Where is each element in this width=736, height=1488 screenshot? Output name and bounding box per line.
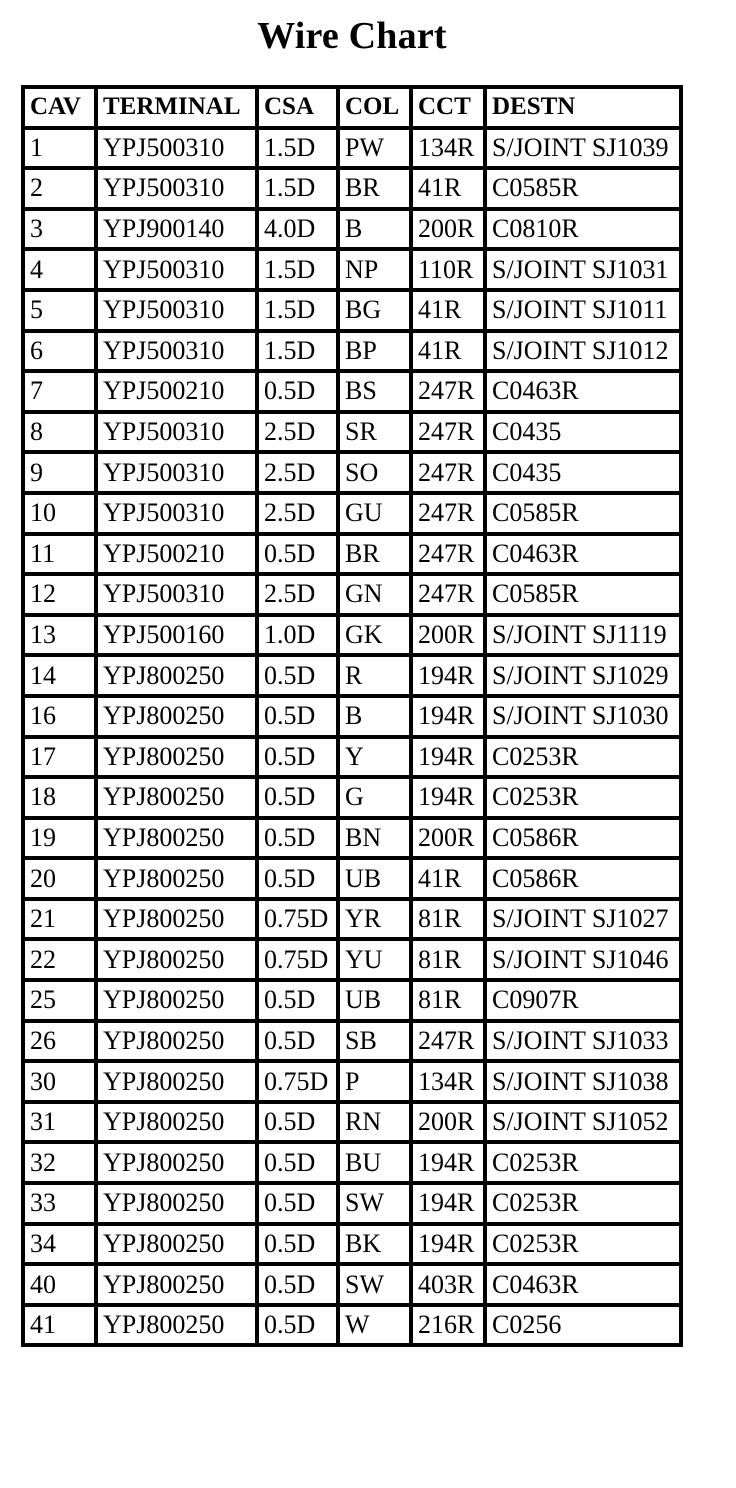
cell-terminal: YPJ500310 <box>98 495 259 536</box>
cell-terminal: YPJ800250 <box>98 1144 259 1185</box>
cell-cct: 41R <box>413 292 487 333</box>
table-row <box>25 1063 683 1104</box>
cell-csa: 0.5D <box>259 1266 340 1307</box>
cell-cav: 13 <box>25 617 98 658</box>
cell-destn: C0585R <box>487 495 683 536</box>
cell-terminal: YPJ500310 <box>98 414 259 455</box>
cell-terminal: YPJ500310 <box>98 170 259 211</box>
cell-cav: 17 <box>25 739 98 780</box>
cell-cav: 20 <box>25 860 98 901</box>
cell-terminal: YPJ800250 <box>98 1063 259 1104</box>
cell-col: YU <box>340 941 413 982</box>
cell-cav: 33 <box>25 1185 98 1226</box>
cell-col: SW <box>340 1185 413 1226</box>
cell-terminal: YPJ500210 <box>98 536 259 577</box>
cell-csa: 0.5D <box>259 657 340 698</box>
cell-cct: 81R <box>413 901 487 942</box>
cell-cct: 200R <box>413 1104 487 1145</box>
cell-cct: 200R <box>413 617 487 658</box>
cell-destn: C0463R <box>487 536 683 577</box>
cell-csa: 1.5D <box>259 170 340 211</box>
cell-destn: S/JOINT SJ1119 <box>487 617 683 658</box>
cell-col: BG <box>340 292 413 333</box>
cell-cct: 41R <box>413 170 487 211</box>
cell-cct: 247R <box>413 1023 487 1064</box>
cell-csa: 0.5D <box>259 739 340 780</box>
cell-destn: S/JOINT SJ1052 <box>487 1104 683 1145</box>
cell-destn: S/JOINT SJ1039 <box>487 130 683 171</box>
cell-terminal: YPJ800250 <box>98 982 259 1023</box>
cell-cct: 134R <box>413 1063 487 1104</box>
cell-cav: 40 <box>25 1266 98 1307</box>
cell-cav: 8 <box>25 414 98 455</box>
cell-cav: 21 <box>25 901 98 942</box>
header-cav: CAV <box>25 89 98 130</box>
cell-csa: 2.5D <box>259 495 340 536</box>
table-row <box>25 698 683 739</box>
table-row <box>25 901 683 942</box>
wire-chart-table <box>21 85 683 1347</box>
page-title: Wire Chart <box>257 15 447 57</box>
table-row <box>25 211 683 252</box>
cell-csa: 0.5D <box>259 1144 340 1185</box>
cell-destn: S/JOINT SJ1030 <box>487 698 683 739</box>
table-row <box>25 1226 683 1267</box>
table-row <box>25 373 683 414</box>
cell-cct: 200R <box>413 211 487 252</box>
cell-cav: 14 <box>25 657 98 698</box>
cell-col: BU <box>340 1144 413 1185</box>
table-row <box>25 170 683 211</box>
table-row <box>25 495 683 536</box>
cell-terminal: YPJ800250 <box>98 1307 259 1348</box>
cell-destn: S/JOINT SJ1046 <box>487 941 683 982</box>
cell-csa: 0.5D <box>259 698 340 739</box>
table-row <box>25 982 683 1023</box>
cell-col: SW <box>340 1266 413 1307</box>
cell-csa: 1.5D <box>259 333 340 374</box>
cell-terminal: YPJ500310 <box>98 333 259 374</box>
cell-destn: C0586R <box>487 860 683 901</box>
cell-cct: 41R <box>413 860 487 901</box>
cell-terminal: YPJ500160 <box>98 617 259 658</box>
cell-col: BS <box>340 373 413 414</box>
cell-col: BR <box>340 536 413 577</box>
cell-terminal: YPJ500210 <box>98 373 259 414</box>
table-row <box>25 1185 683 1226</box>
cell-col: GK <box>340 617 413 658</box>
cell-csa: 0.75D <box>259 1063 340 1104</box>
cell-csa: 0.5D <box>259 1023 340 1064</box>
cell-col: YR <box>340 901 413 942</box>
cell-cav: 31 <box>25 1104 98 1145</box>
cell-col: BR <box>340 170 413 211</box>
table-row <box>25 820 683 861</box>
cell-col: UB <box>340 982 413 1023</box>
cell-cct: 247R <box>413 414 487 455</box>
cell-cav: 10 <box>25 495 98 536</box>
cell-cav: 32 <box>25 1144 98 1185</box>
cell-cav: 22 <box>25 941 98 982</box>
table-row <box>25 617 683 658</box>
cell-col: SO <box>340 454 413 495</box>
cell-cav: 12 <box>25 576 98 617</box>
cell-csa: 0.5D <box>259 373 340 414</box>
cell-col: SB <box>340 1023 413 1064</box>
cell-destn: S/JOINT SJ1033 <box>487 1023 683 1064</box>
cell-col: RN <box>340 1104 413 1145</box>
cell-cav: 9 <box>25 454 98 495</box>
cell-destn: S/JOINT SJ1029 <box>487 657 683 698</box>
cell-csa: 0.5D <box>259 860 340 901</box>
cell-destn: C0435 <box>487 414 683 455</box>
cell-csa: 0.75D <box>259 941 340 982</box>
cell-terminal: YPJ800250 <box>98 941 259 982</box>
cell-terminal: YPJ500310 <box>98 251 259 292</box>
cell-cct: 247R <box>413 576 487 617</box>
cell-col: Y <box>340 739 413 780</box>
table-row <box>25 251 683 292</box>
cell-csa: 1.5D <box>259 292 340 333</box>
table-row <box>25 860 683 901</box>
cell-cav: 41 <box>25 1307 98 1348</box>
cell-cct: 110R <box>413 251 487 292</box>
cell-destn: C0463R <box>487 1266 683 1307</box>
table-row <box>25 1307 683 1348</box>
cell-col: BN <box>340 820 413 861</box>
cell-destn: S/JOINT SJ1038 <box>487 1063 683 1104</box>
table-row <box>25 536 683 577</box>
cell-csa: 0.5D <box>259 1185 340 1226</box>
cell-col: BP <box>340 333 413 374</box>
header-terminal: TERMINAL <box>98 89 259 130</box>
cell-col: P <box>340 1063 413 1104</box>
cell-cav: 16 <box>25 698 98 739</box>
cell-csa: 0.5D <box>259 1226 340 1267</box>
cell-destn: C0585R <box>487 576 683 617</box>
cell-cct: 247R <box>413 495 487 536</box>
cell-destn: C0586R <box>487 820 683 861</box>
table-row <box>25 1104 683 1145</box>
cell-cav: 5 <box>25 292 98 333</box>
cell-cct: 194R <box>413 1144 487 1185</box>
header-cct: CCT <box>413 89 487 130</box>
cell-terminal: YPJ800250 <box>98 1023 259 1064</box>
cell-cav: 11 <box>25 536 98 577</box>
cell-col: B <box>340 211 413 252</box>
cell-csa: 0.5D <box>259 982 340 1023</box>
header-col: COL <box>340 89 413 130</box>
cell-cct: 200R <box>413 820 487 861</box>
cell-cav: 34 <box>25 1226 98 1267</box>
cell-cct: 41R <box>413 333 487 374</box>
cell-destn: C0253R <box>487 739 683 780</box>
cell-col: G <box>340 779 413 820</box>
cell-terminal: YPJ500310 <box>98 292 259 333</box>
cell-cct: 81R <box>413 982 487 1023</box>
cell-terminal: YPJ900140 <box>98 211 259 252</box>
table-row <box>25 1266 683 1307</box>
cell-destn: C0253R <box>487 1226 683 1267</box>
table-row <box>25 333 683 374</box>
cell-col: W <box>340 1307 413 1348</box>
cell-csa: 2.5D <box>259 454 340 495</box>
cell-terminal: YPJ500310 <box>98 576 259 617</box>
cell-terminal: YPJ800250 <box>98 657 259 698</box>
cell-col: R <box>340 657 413 698</box>
cell-col: SR <box>340 414 413 455</box>
cell-cct: 194R <box>413 657 487 698</box>
cell-destn: C0810R <box>487 211 683 252</box>
cell-csa: 2.5D <box>259 576 340 617</box>
cell-col: GU <box>340 495 413 536</box>
cell-cav: 26 <box>25 1023 98 1064</box>
cell-cav: 4 <box>25 251 98 292</box>
cell-cct: 194R <box>413 779 487 820</box>
cell-destn: S/JOINT SJ1027 <box>487 901 683 942</box>
cell-terminal: YPJ800250 <box>98 1104 259 1145</box>
cell-terminal: YPJ500310 <box>98 130 259 171</box>
cell-col: GN <box>340 576 413 617</box>
cell-csa: 0.5D <box>259 1104 340 1145</box>
cell-destn: S/JOINT SJ1031 <box>487 251 683 292</box>
cell-destn: C0907R <box>487 982 683 1023</box>
header-destn: DESTN <box>487 89 683 130</box>
table-row <box>25 779 683 820</box>
cell-csa: 1.5D <box>259 251 340 292</box>
cell-col: B <box>340 698 413 739</box>
cell-csa: 2.5D <box>259 414 340 455</box>
table-row <box>25 941 683 982</box>
table-row <box>25 1144 683 1185</box>
cell-destn: C0585R <box>487 170 683 211</box>
cell-terminal: YPJ800250 <box>98 1226 259 1267</box>
cell-destn: S/JOINT SJ1011 <box>487 292 683 333</box>
cell-cav: 19 <box>25 820 98 861</box>
cell-cct: 194R <box>413 1226 487 1267</box>
cell-cav: 18 <box>25 779 98 820</box>
cell-cct: 216R <box>413 1307 487 1348</box>
cell-cct: 81R <box>413 941 487 982</box>
cell-cct: 194R <box>413 739 487 780</box>
cell-terminal: YPJ800250 <box>98 698 259 739</box>
cell-terminal: YPJ800250 <box>98 901 259 942</box>
cell-cav: 7 <box>25 373 98 414</box>
cell-col: UB <box>340 860 413 901</box>
table-row <box>25 657 683 698</box>
cell-terminal: YPJ800250 <box>98 1266 259 1307</box>
table-row <box>25 739 683 780</box>
cell-cav: 3 <box>25 211 98 252</box>
cell-cct: 247R <box>413 373 487 414</box>
table-row <box>25 1023 683 1064</box>
cell-cct: 247R <box>413 454 487 495</box>
cell-terminal: YPJ800250 <box>98 779 259 820</box>
cell-cct: 247R <box>413 536 487 577</box>
cell-terminal: YPJ800250 <box>98 1185 259 1226</box>
cell-terminal: YPJ800250 <box>98 820 259 861</box>
cell-cct: 134R <box>413 130 487 171</box>
table-header-row <box>25 89 683 130</box>
header-csa: CSA <box>259 89 340 130</box>
table-row <box>25 130 683 171</box>
cell-destn: C0463R <box>487 373 683 414</box>
cell-csa: 1.5D <box>259 130 340 171</box>
cell-csa: 0.5D <box>259 1307 340 1348</box>
table-row <box>25 414 683 455</box>
cell-csa: 1.0D <box>259 617 340 658</box>
cell-cav: 2 <box>25 170 98 211</box>
cell-terminal: YPJ800250 <box>98 739 259 780</box>
cell-csa: 0.5D <box>259 779 340 820</box>
cell-cct: 194R <box>413 698 487 739</box>
table-row <box>25 454 683 495</box>
cell-col: BK <box>340 1226 413 1267</box>
cell-terminal: YPJ800250 <box>98 860 259 901</box>
cell-destn: C0256 <box>487 1307 683 1348</box>
cell-col: NP <box>340 251 413 292</box>
table-row <box>25 576 683 617</box>
cell-destn: C0253R <box>487 1144 683 1185</box>
cell-csa: 4.0D <box>259 211 340 252</box>
cell-csa: 0.5D <box>259 536 340 577</box>
cell-csa: 0.5D <box>259 820 340 861</box>
cell-col: PW <box>340 130 413 171</box>
cell-destn: S/JOINT SJ1012 <box>487 333 683 374</box>
cell-cct: 194R <box>413 1185 487 1226</box>
cell-destn: C0435 <box>487 454 683 495</box>
table-row <box>25 292 683 333</box>
cell-csa: 0.75D <box>259 901 340 942</box>
cell-destn: C0253R <box>487 779 683 820</box>
cell-cav: 1 <box>25 130 98 171</box>
cell-cav: 30 <box>25 1063 98 1104</box>
cell-cav: 25 <box>25 982 98 1023</box>
cell-destn: C0253R <box>487 1185 683 1226</box>
cell-cav: 6 <box>25 333 98 374</box>
cell-cct: 403R <box>413 1266 487 1307</box>
cell-terminal: YPJ500310 <box>98 454 259 495</box>
